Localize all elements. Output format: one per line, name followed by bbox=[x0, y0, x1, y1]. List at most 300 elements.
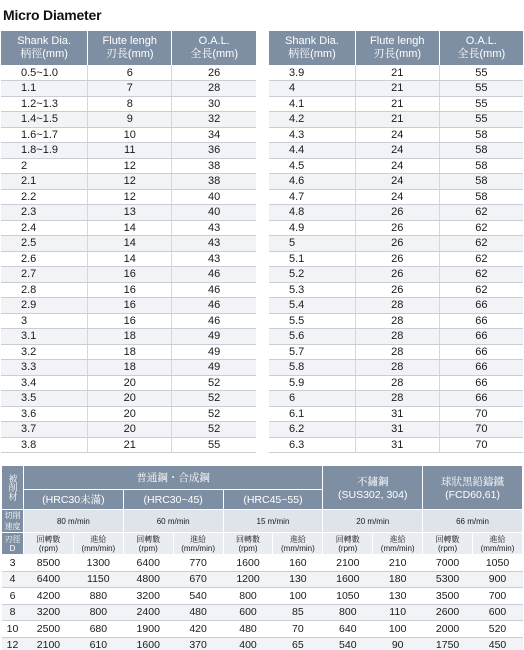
diameter-cell: 6 bbox=[2, 588, 24, 605]
rpm-cell: 6400 bbox=[24, 571, 74, 588]
oal-cell: 43 bbox=[172, 236, 256, 252]
header-flute: Flute lengh 刃長(mm) bbox=[355, 31, 439, 65]
oal-cell: 28 bbox=[172, 81, 256, 97]
rpm-cell: 1750 bbox=[423, 637, 473, 650]
rpm-cell: 1900 bbox=[123, 621, 173, 638]
table-row bbox=[269, 267, 523, 283]
feed-cell: 770 bbox=[173, 555, 223, 572]
flute-cell: 13 bbox=[88, 205, 172, 221]
table-row bbox=[1, 112, 256, 128]
shank-cell: 5.5 bbox=[269, 313, 355, 329]
rpm-cell: 600 bbox=[223, 604, 273, 621]
table-row bbox=[1, 375, 256, 391]
group-stainless: 不鏽鋼 (SUS302, 304) bbox=[323, 466, 423, 510]
flute-cell: 21 bbox=[355, 81, 439, 97]
flute-cell: 24 bbox=[355, 127, 439, 143]
header-flute: Flute lengh 刃長(mm) bbox=[88, 31, 172, 65]
shank-cell: 3.1 bbox=[1, 329, 88, 345]
oal-cell: 40 bbox=[172, 189, 256, 205]
cutting-conditions-table bbox=[1, 465, 523, 650]
feed-unit-label: 進給 (mm/min) bbox=[373, 533, 423, 555]
table-row bbox=[269, 158, 523, 174]
shank-cell: 4.2 bbox=[269, 112, 355, 128]
flute-cell: 14 bbox=[88, 220, 172, 236]
table-row bbox=[269, 282, 523, 298]
oal-cell: 26 bbox=[172, 65, 256, 81]
flute-cell: 26 bbox=[355, 282, 439, 298]
oal-cell: 58 bbox=[439, 143, 523, 159]
table-row bbox=[269, 81, 523, 97]
speed-label: 切削速度 bbox=[2, 510, 24, 533]
flute-cell: 6 bbox=[88, 65, 172, 81]
rpm-cell: 6400 bbox=[123, 555, 173, 572]
header-shank: Shank Dia. 柄徑(mm) bbox=[1, 31, 88, 65]
shank-cell: 4.6 bbox=[269, 174, 355, 190]
feed-cell: 520 bbox=[473, 621, 523, 638]
flute-cell: 16 bbox=[88, 298, 172, 314]
rpm-cell: 1200 bbox=[223, 571, 273, 588]
feed-cell: 600 bbox=[473, 604, 523, 621]
table-row bbox=[1, 220, 256, 236]
table-row bbox=[269, 251, 523, 267]
rpm-cell: 8500 bbox=[24, 555, 74, 572]
flute-cell: 26 bbox=[355, 236, 439, 252]
feed-cell: 670 bbox=[173, 571, 223, 588]
feed-unit-label: 進給 (mm/min) bbox=[473, 533, 523, 555]
oal-cell: 46 bbox=[172, 267, 256, 283]
table-row bbox=[269, 205, 523, 221]
sub-hrc45-55: (HRC45~55) bbox=[223, 490, 323, 510]
oal-cell: 38 bbox=[172, 174, 256, 190]
flute-cell: 21 bbox=[88, 437, 172, 453]
table-row bbox=[1, 267, 256, 283]
oal-cell: 66 bbox=[439, 391, 523, 407]
rpm-cell: 4200 bbox=[24, 588, 74, 605]
rpm-cell: 2400 bbox=[123, 604, 173, 621]
table-row bbox=[269, 422, 523, 438]
feed-cell: 180 bbox=[373, 571, 423, 588]
diameter-cell: 4 bbox=[2, 571, 24, 588]
feed-cell: 480 bbox=[173, 604, 223, 621]
table-row bbox=[269, 112, 523, 128]
shank-cell: 2.7 bbox=[1, 267, 88, 283]
flute-cell: 26 bbox=[355, 251, 439, 267]
rpm-cell: 1600 bbox=[223, 555, 273, 572]
shank-cell: 5.6 bbox=[269, 329, 355, 345]
feed-cell: 70 bbox=[273, 621, 323, 638]
table-row bbox=[269, 236, 523, 252]
shank-cell: 4.9 bbox=[269, 220, 355, 236]
oal-cell: 46 bbox=[172, 298, 256, 314]
group-cast-iron: 球狀黑鉛鑄鐵 (FCD60,61) bbox=[423, 466, 523, 510]
oal-cell: 49 bbox=[172, 344, 256, 360]
flute-cell: 28 bbox=[355, 344, 439, 360]
shank-cell: 3.9 bbox=[269, 65, 355, 81]
oal-cell: 43 bbox=[172, 220, 256, 236]
table-row bbox=[1, 298, 256, 314]
speed-value: 15 m/min bbox=[223, 510, 323, 533]
table-row bbox=[1, 437, 256, 453]
feed-cell: 130 bbox=[373, 588, 423, 605]
flute-cell: 18 bbox=[88, 360, 172, 376]
table-row bbox=[1, 406, 256, 422]
feed-cell: 1150 bbox=[73, 571, 123, 588]
table-row bbox=[269, 65, 523, 81]
table-row bbox=[1, 251, 256, 267]
rpm-cell: 1600 bbox=[323, 571, 373, 588]
oal-cell: 66 bbox=[439, 360, 523, 376]
diameter-cell: 8 bbox=[2, 604, 24, 621]
table-row bbox=[1, 282, 256, 298]
flute-cell: 14 bbox=[88, 251, 172, 267]
table-row bbox=[269, 298, 523, 314]
oal-cell: 43 bbox=[172, 251, 256, 267]
flute-cell: 28 bbox=[355, 313, 439, 329]
oal-cell: 36 bbox=[172, 143, 256, 159]
rpm-cell: 5300 bbox=[423, 571, 473, 588]
table-row bbox=[1, 205, 256, 221]
oal-cell: 55 bbox=[439, 65, 523, 81]
oal-cell: 58 bbox=[439, 127, 523, 143]
shank-cell: 2.2 bbox=[1, 189, 88, 205]
oal-cell: 62 bbox=[439, 282, 523, 298]
table-row bbox=[2, 621, 523, 638]
shank-cell: 5.2 bbox=[269, 267, 355, 283]
flute-cell: 26 bbox=[355, 205, 439, 221]
shank-cell: 3.8 bbox=[1, 437, 88, 453]
oal-cell: 32 bbox=[172, 112, 256, 128]
feed-cell: 110 bbox=[373, 604, 423, 621]
flute-cell: 20 bbox=[88, 375, 172, 391]
rpm-cell: 2100 bbox=[24, 637, 74, 650]
flute-cell: 16 bbox=[88, 282, 172, 298]
rpm-unit-label: 回轉數 (rpm) bbox=[223, 533, 273, 555]
flute-cell: 26 bbox=[355, 220, 439, 236]
table-row bbox=[1, 360, 256, 376]
feed-cell: 1300 bbox=[73, 555, 123, 572]
oal-cell: 52 bbox=[172, 375, 256, 391]
shank-cell: 3 bbox=[1, 313, 88, 329]
table-row bbox=[269, 406, 523, 422]
shank-cell: 3.5 bbox=[1, 391, 88, 407]
shank-cell: 4.3 bbox=[269, 127, 355, 143]
table-row bbox=[1, 127, 256, 143]
rpm-cell: 800 bbox=[323, 604, 373, 621]
table-row bbox=[1, 313, 256, 329]
table-row bbox=[269, 329, 523, 345]
page-title: Micro Diameter bbox=[3, 7, 102, 23]
table-row bbox=[1, 65, 256, 81]
shank-cell: 1.8~1.9 bbox=[1, 143, 88, 159]
flute-cell: 20 bbox=[88, 406, 172, 422]
oal-cell: 62 bbox=[439, 220, 523, 236]
flute-cell: 28 bbox=[355, 298, 439, 314]
sub-hrc30: (HRC30未滿) bbox=[24, 490, 124, 510]
header-oal: O.A.L. 全長(mm) bbox=[172, 31, 256, 65]
oal-cell: 62 bbox=[439, 236, 523, 252]
table-row bbox=[1, 344, 256, 360]
shank-cell: 2.9 bbox=[1, 298, 88, 314]
flute-cell: 24 bbox=[355, 189, 439, 205]
feed-cell: 160 bbox=[273, 555, 323, 572]
speed-value: 80 m/min bbox=[24, 510, 124, 533]
table-row bbox=[1, 391, 256, 407]
rpm-cell: 2500 bbox=[24, 621, 74, 638]
oal-cell: 30 bbox=[172, 96, 256, 112]
oal-cell: 66 bbox=[439, 375, 523, 391]
oal-cell: 62 bbox=[439, 205, 523, 221]
feed-cell: 900 bbox=[473, 571, 523, 588]
feed-cell: 610 bbox=[73, 637, 123, 650]
rpm-cell: 1600 bbox=[123, 637, 173, 650]
flute-cell: 11 bbox=[88, 143, 172, 159]
feed-cell: 540 bbox=[173, 588, 223, 605]
speed-value: 20 m/min bbox=[323, 510, 423, 533]
shank-cell: 3.4 bbox=[1, 375, 88, 391]
flute-cell: 31 bbox=[355, 422, 439, 438]
rpm-cell: 3500 bbox=[423, 588, 473, 605]
flute-cell: 16 bbox=[88, 313, 172, 329]
feed-cell: 1050 bbox=[473, 555, 523, 572]
dimension-table-right bbox=[269, 31, 523, 453]
shank-cell: 2.4 bbox=[1, 220, 88, 236]
flute-cell: 31 bbox=[355, 437, 439, 453]
shank-cell: 6.2 bbox=[269, 422, 355, 438]
oal-cell: 58 bbox=[439, 189, 523, 205]
header-oal: O.A.L. 全長(mm) bbox=[439, 31, 523, 65]
shank-cell: 2.6 bbox=[1, 251, 88, 267]
shank-cell: 5.7 bbox=[269, 344, 355, 360]
shank-cell: 6.1 bbox=[269, 406, 355, 422]
table-row bbox=[269, 391, 523, 407]
speed-value: 60 m/min bbox=[123, 510, 223, 533]
rpm-cell: 540 bbox=[323, 637, 373, 650]
flute-cell: 7 bbox=[88, 81, 172, 97]
table-row bbox=[2, 604, 523, 621]
rpm-cell: 400 bbox=[223, 637, 273, 650]
flute-cell: 16 bbox=[88, 267, 172, 283]
flute-cell: 28 bbox=[355, 360, 439, 376]
table-row bbox=[269, 127, 523, 143]
feed-cell: 100 bbox=[373, 621, 423, 638]
flute-cell: 9 bbox=[88, 112, 172, 128]
shank-cell: 1.4~1.5 bbox=[1, 112, 88, 128]
flute-cell: 28 bbox=[355, 329, 439, 345]
shank-cell: 3.6 bbox=[1, 406, 88, 422]
feed-cell: 680 bbox=[73, 621, 123, 638]
table-row bbox=[2, 588, 523, 605]
flute-cell: 24 bbox=[355, 143, 439, 159]
oal-cell: 66 bbox=[439, 313, 523, 329]
feed-cell: 90 bbox=[373, 637, 423, 650]
shank-cell: 4 bbox=[269, 81, 355, 97]
shank-cell: 1.6~1.7 bbox=[1, 127, 88, 143]
feed-cell: 880 bbox=[73, 588, 123, 605]
diameter-label: 刃徑 D bbox=[2, 533, 24, 555]
shank-cell: 5 bbox=[269, 236, 355, 252]
oal-cell: 58 bbox=[439, 158, 523, 174]
feed-cell: 85 bbox=[273, 604, 323, 621]
oal-cell: 52 bbox=[172, 391, 256, 407]
flute-cell: 24 bbox=[355, 158, 439, 174]
shank-cell: 2.5 bbox=[1, 236, 88, 252]
rpm-cell: 3200 bbox=[123, 588, 173, 605]
shank-cell: 4.8 bbox=[269, 205, 355, 221]
rpm-cell: 3200 bbox=[24, 604, 74, 621]
flute-cell: 12 bbox=[88, 189, 172, 205]
feed-cell: 800 bbox=[73, 604, 123, 621]
feed-cell: 130 bbox=[273, 571, 323, 588]
flute-cell: 28 bbox=[355, 375, 439, 391]
feed-unit-label: 進給 (mm/min) bbox=[273, 533, 323, 555]
rpm-unit-label: 回轉數 (rpm) bbox=[123, 533, 173, 555]
flute-cell: 12 bbox=[88, 158, 172, 174]
rpm-cell: 1050 bbox=[323, 588, 373, 605]
flute-cell: 26 bbox=[355, 267, 439, 283]
header-shank: Shank Dia. 柄徑(mm) bbox=[269, 31, 355, 65]
feed-cell: 420 bbox=[173, 621, 223, 638]
shank-cell: 2.1 bbox=[1, 174, 88, 190]
table-row bbox=[269, 437, 523, 453]
oal-cell: 49 bbox=[172, 360, 256, 376]
feed-cell: 370 bbox=[173, 637, 223, 650]
feed-unit-label: 進給 (mm/min) bbox=[173, 533, 223, 555]
oal-cell: 46 bbox=[172, 313, 256, 329]
sub-hrc30-45: (HRC30~45) bbox=[123, 490, 223, 510]
oal-cell: 70 bbox=[439, 437, 523, 453]
shank-cell: 1.2~1.3 bbox=[1, 96, 88, 112]
shank-cell: 6 bbox=[269, 391, 355, 407]
oal-cell: 38 bbox=[172, 158, 256, 174]
oal-cell: 46 bbox=[172, 282, 256, 298]
shank-cell: 3.7 bbox=[1, 422, 88, 438]
feed-cell: 210 bbox=[373, 555, 423, 572]
rpm-unit-label: 回轉數 (rpm) bbox=[24, 533, 74, 555]
flute-cell: 21 bbox=[355, 96, 439, 112]
feed-cell: 700 bbox=[473, 588, 523, 605]
oal-cell: 55 bbox=[172, 437, 256, 453]
flute-cell: 20 bbox=[88, 391, 172, 407]
shank-cell: 5.3 bbox=[269, 282, 355, 298]
rpm-cell: 480 bbox=[223, 621, 273, 638]
rpm-cell: 2100 bbox=[323, 555, 373, 572]
table-row bbox=[269, 143, 523, 159]
oal-cell: 55 bbox=[439, 96, 523, 112]
diameter-cell: 3 bbox=[2, 555, 24, 572]
oal-cell: 66 bbox=[439, 298, 523, 314]
shank-cell: 2 bbox=[1, 158, 88, 174]
shank-cell: 5.1 bbox=[269, 251, 355, 267]
shank-cell: 3.2 bbox=[1, 344, 88, 360]
material-side-label: 被削材 bbox=[2, 466, 24, 510]
table-row bbox=[2, 555, 523, 572]
rpm-cell: 2000 bbox=[423, 621, 473, 638]
oal-cell: 55 bbox=[439, 81, 523, 97]
diameter-cell: 10 bbox=[2, 621, 24, 638]
oal-cell: 52 bbox=[172, 422, 256, 438]
shank-cell: 3.3 bbox=[1, 360, 88, 376]
shank-cell: 4.1 bbox=[269, 96, 355, 112]
diameter-cell: 12 bbox=[2, 637, 24, 650]
flute-cell: 21 bbox=[355, 112, 439, 128]
rpm-cell: 2600 bbox=[423, 604, 473, 621]
table-row bbox=[269, 189, 523, 205]
table-row bbox=[269, 375, 523, 391]
oal-cell: 66 bbox=[439, 329, 523, 345]
oal-cell: 58 bbox=[439, 174, 523, 190]
table-row bbox=[2, 637, 523, 650]
table-row bbox=[269, 220, 523, 236]
shank-cell: 4.7 bbox=[269, 189, 355, 205]
table-row bbox=[1, 81, 256, 97]
shank-cell: 2.3 bbox=[1, 205, 88, 221]
table-row bbox=[269, 174, 523, 190]
rpm-cell: 800 bbox=[223, 588, 273, 605]
oal-cell: 34 bbox=[172, 127, 256, 143]
table-row bbox=[1, 143, 256, 159]
rpm-cell: 7000 bbox=[423, 555, 473, 572]
feed-cell: 450 bbox=[473, 637, 523, 650]
rpm-cell: 640 bbox=[323, 621, 373, 638]
flute-cell: 18 bbox=[88, 344, 172, 360]
speed-value: 66 m/min bbox=[423, 510, 523, 533]
oal-cell: 52 bbox=[172, 406, 256, 422]
oal-cell: 62 bbox=[439, 251, 523, 267]
group-carbon-steel: 普通鋼・合成鋼 bbox=[24, 466, 323, 490]
feed-cell: 65 bbox=[273, 637, 323, 650]
dimension-table-left bbox=[1, 31, 256, 453]
shank-cell: 5.9 bbox=[269, 375, 355, 391]
table-row bbox=[269, 360, 523, 376]
rpm-cell: 4800 bbox=[123, 571, 173, 588]
shank-cell: 0.5~1.0 bbox=[1, 65, 88, 81]
table-row bbox=[269, 96, 523, 112]
oal-cell: 40 bbox=[172, 205, 256, 221]
shank-cell: 6.3 bbox=[269, 437, 355, 453]
feed-unit-label: 進給 (mm/min) bbox=[73, 533, 123, 555]
shank-cell: 5.8 bbox=[269, 360, 355, 376]
flute-cell: 14 bbox=[88, 236, 172, 252]
flute-cell: 10 bbox=[88, 127, 172, 143]
flute-cell: 28 bbox=[355, 391, 439, 407]
rpm-unit-label: 回轉數 (rpm) bbox=[423, 533, 473, 555]
oal-cell: 49 bbox=[172, 329, 256, 345]
table-row bbox=[1, 96, 256, 112]
flute-cell: 21 bbox=[355, 65, 439, 81]
table-row bbox=[1, 236, 256, 252]
table-row bbox=[1, 422, 256, 438]
table-row bbox=[269, 313, 523, 329]
feed-cell: 100 bbox=[273, 588, 323, 605]
flute-cell: 20 bbox=[88, 422, 172, 438]
oal-cell: 55 bbox=[439, 112, 523, 128]
shank-cell: 4.4 bbox=[269, 143, 355, 159]
oal-cell: 62 bbox=[439, 267, 523, 283]
oal-cell: 66 bbox=[439, 344, 523, 360]
table-row bbox=[1, 329, 256, 345]
flute-cell: 18 bbox=[88, 329, 172, 345]
shank-cell: 5.4 bbox=[269, 298, 355, 314]
shank-cell: 4.5 bbox=[269, 158, 355, 174]
flute-cell: 24 bbox=[355, 174, 439, 190]
flute-cell: 31 bbox=[355, 406, 439, 422]
table-row bbox=[2, 571, 523, 588]
shank-cell: 2.8 bbox=[1, 282, 88, 298]
table-row bbox=[1, 174, 256, 190]
oal-cell: 70 bbox=[439, 422, 523, 438]
rpm-unit-label: 回轉數 (rpm) bbox=[323, 533, 373, 555]
table-row bbox=[1, 158, 256, 174]
